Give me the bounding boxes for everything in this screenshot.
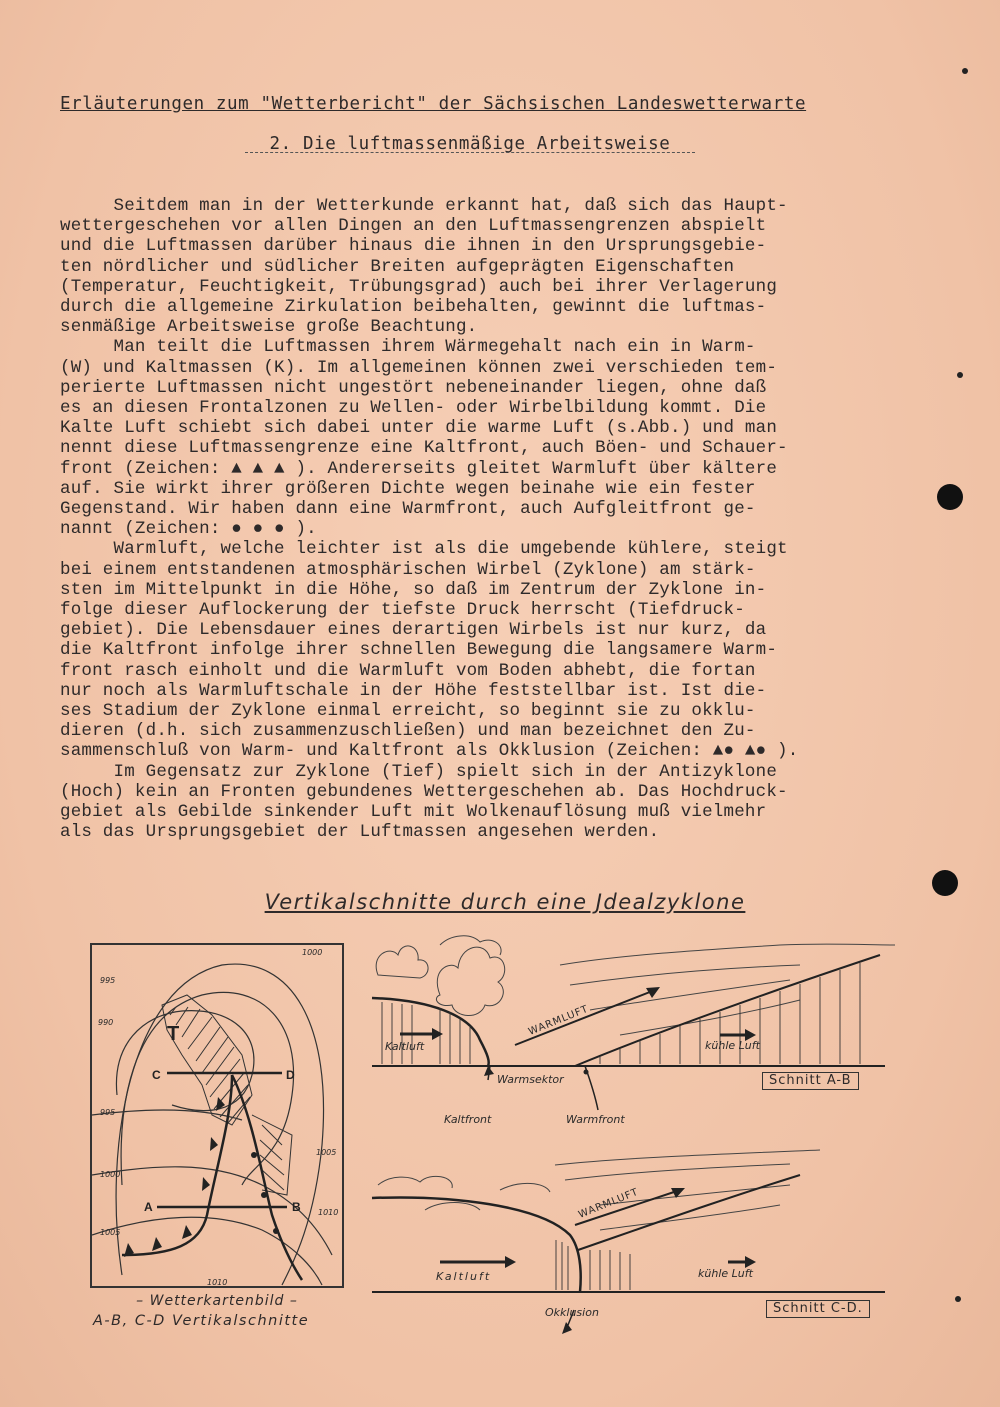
- section-cd-label: Schnitt C-D.: [766, 1300, 870, 1318]
- isobar-label: 1005: [316, 1148, 337, 1157]
- isobar-label: 1005: [100, 1228, 121, 1237]
- section-point-c: C: [152, 1068, 161, 1082]
- isobar-label: 995: [100, 976, 116, 985]
- warmfront-label: Warmfront: [566, 1113, 625, 1126]
- body-line: Warmluft, welche leichter ist als die umgebende kühlere, steigt: [60, 539, 788, 560]
- body-line: als das Ursprungsgebiet der Luftmassen angesehen werden.: [60, 822, 660, 843]
- body-line: es an diesen Frontalzonen zu Wellen- oder Wirbelbildung kommt. Die: [60, 398, 767, 419]
- body-line: front (Zeichen: ▲ ▲ ▲ ). Andererseits gleitet Warmluft über kältere: [60, 458, 778, 479]
- body-line: sten im Mittelpunkt in die Höhe, so daß im Zentrum der Zyklone in-: [60, 579, 767, 600]
- section-point-d: D: [286, 1068, 295, 1082]
- body-line: Man teilt die Luftmassen ihrem Wärmegehalt nach ein in Warm-: [60, 337, 756, 358]
- isobar-label: 990: [98, 1018, 114, 1027]
- body-line: Im Gegensatz zur Zyklone (Tief) spielt sich in der Antizyklone: [60, 761, 778, 782]
- okklusion-label: Okklusion: [545, 1306, 599, 1319]
- kuehle-luft-label-cd: kühle Luft: [698, 1267, 753, 1280]
- body-line: auf. Sie wirkt ihrer größeren Dichte wegen beinahe wie ein fester: [60, 478, 756, 499]
- isobar-label: 995: [100, 1108, 116, 1117]
- body-line: Gegenstand. Wir haben dann eine Warmfront, auch Aufgleitfront ge-: [60, 499, 756, 520]
- body-line: dieren (d.h. sich zusammenzuschließen) und man bezeichnet den Zu-: [60, 721, 756, 742]
- map-caption: – Wetterkartenbild –: [136, 1293, 298, 1309]
- warmluft-label-cd: WARMLUFT: [577, 1186, 641, 1221]
- section-ab: [372, 936, 895, 1126]
- warmsektor-label: Warmsektor: [497, 1073, 564, 1086]
- body-line: Seitdem man in der Wetterkunde erkannt hat, daß sich das Haupt-: [60, 196, 788, 216]
- body-line: nannt (Zeichen: ● ● ● ).: [60, 519, 317, 540]
- section-point-b: B: [292, 1200, 301, 1214]
- body-line: folge dieser Auflockerung der tiefste Druck herrscht (Tiefdruck-: [60, 600, 745, 621]
- section-point-a: A: [144, 1200, 153, 1214]
- body-line: gebiet). Die Lebensdauer eines derartigen Wirbels ist nur kurz, da: [60, 620, 767, 641]
- body-line: die Kaltfront infolge ihrer schnellen Bewegung die langsamere Warm-: [60, 640, 778, 661]
- body-line: senmäßige Arbeitsweise große Beachtung.: [60, 317, 478, 338]
- body-line: sammenschluß von Warm- und Kaltfront als Okklusion (Zeichen: ▲● ▲● ).: [60, 741, 799, 762]
- body-line: wettergeschehen vor allen Dingen an den Luftmassengrenzen abspielt: [60, 216, 767, 237]
- body-line: nennt diese Luftmassengrenze eine Kaltfront, auch Böen- und Schauer-: [60, 438, 788, 459]
- body-line: Kalte Luft schiebt sich dabei unter die warme Luft (s.Abb.) und man: [60, 418, 778, 439]
- isobar-label: 1010: [318, 1208, 339, 1217]
- body-line: front rasch einholt und die Warmluft vom Boden abhebt, die fortan: [60, 660, 756, 681]
- isobar-label: 1000: [100, 1170, 121, 1179]
- body-line: bei einem entstandenen atmosphärischen Wirbel (Zyklone) am stärk-: [60, 559, 756, 580]
- body-line: perierte Luftmassen nicht ungestört nebeneinander liegen, ohne daß: [60, 377, 767, 398]
- body-line: durch die allgemeine Zirkulation beibehalten, gewinnt die luftmas-: [60, 297, 767, 318]
- low-marker: T: [167, 1023, 180, 1045]
- isobar-label: 1000: [302, 948, 323, 957]
- page-title: Erläuterungen zum "Wetterbericht" der Sächsischen Landeswetterwarte: [60, 94, 807, 114]
- section-ab-label: Schnitt A-B: [762, 1072, 859, 1090]
- kuehle-luft-label-ab: kühle Luft: [705, 1039, 760, 1052]
- kaltluft-label-cd: Kaltluft: [436, 1270, 492, 1283]
- figure-title: Vertikalschnitte durch eine Jdealzyklone: [264, 890, 746, 914]
- kaltfront-label: Kaltfront: [444, 1113, 492, 1126]
- map-caption-sections: A-B, C-D Vertikalschnitte: [93, 1313, 310, 1329]
- body-line: (W) und Kaltmassen (K). Im allgemeinen können zwei verschieden tem-: [60, 357, 778, 378]
- warmluft-label-ab: WARMLUFT: [527, 1003, 591, 1038]
- body-line: (Temperatur, Feuchtigkeit, Trübungsgrad) auch bei ihrer Verlagerung: [60, 276, 778, 297]
- body-line: und die Luftmassen darüber hinaus die ihnen in den Ursprungsgebie-: [60, 236, 767, 257]
- isobar-label: 1010: [207, 1278, 228, 1287]
- section-subtitle: 2. Die luftmassenmäßige Arbeitsweise: [269, 134, 671, 154]
- body-line: (Hoch) kein an Fronten gebundenes Wettergeschehen ab. Das Hochdruck-: [60, 781, 788, 802]
- body-line: gebiet als Gebilde sinkender Luft mit Wolkenauflösung muß vielmehr: [60, 802, 767, 823]
- body-line: nur noch als Warmluftschale in der Höhe feststellbar ist. Ist die-: [60, 680, 767, 701]
- body-line: ses Stadium der Zyklone einmal erreicht, so beginnt sie zu okklu-: [60, 701, 756, 722]
- body-line: ten nördlicher und südlicher Breiten aufgeprägten Eigenschaften: [60, 256, 735, 277]
- kaltluft-label-ab: Kaltluft: [385, 1040, 425, 1053]
